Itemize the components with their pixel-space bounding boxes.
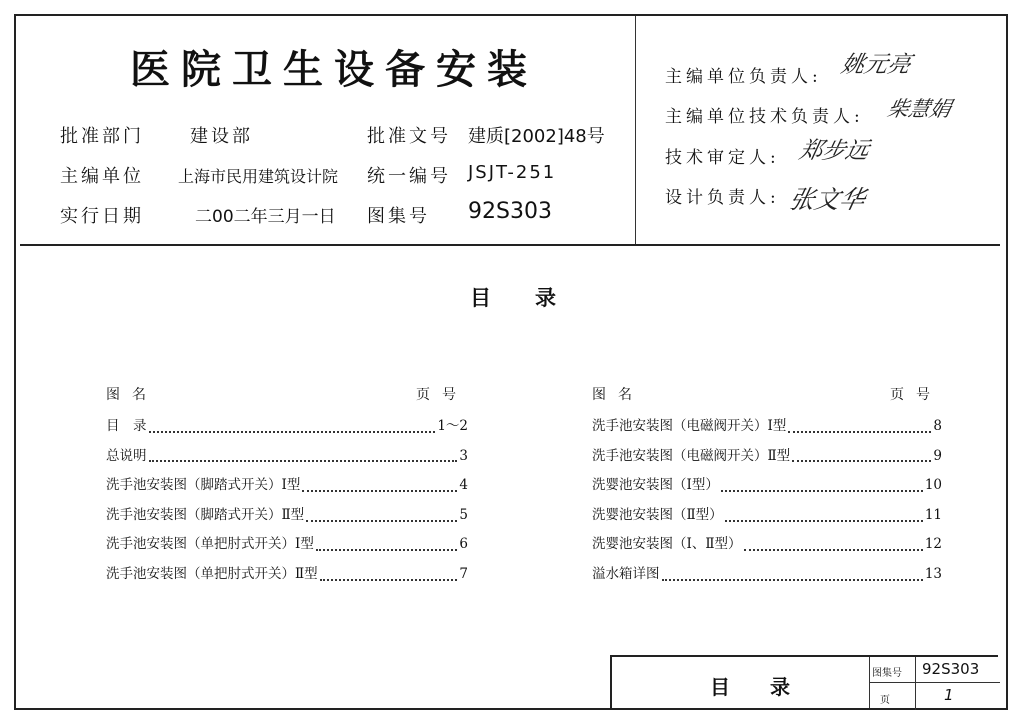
toc-entry-name: 洗手池安装图（单把肘式开关）Ⅰ型 bbox=[106, 536, 314, 553]
leader-dots bbox=[662, 579, 923, 581]
meta-value: 建设部 bbox=[190, 126, 253, 147]
toc-title bbox=[470, 282, 556, 312]
leader-dots bbox=[320, 579, 458, 581]
header-page: 页号 bbox=[416, 387, 468, 403]
header-divider-vertical bbox=[635, 16, 636, 246]
meta-label-2: 批准文号 bbox=[367, 126, 451, 147]
meta-row-date bbox=[60, 199, 620, 232]
meta-label-2: 图集号 bbox=[367, 206, 430, 227]
toc-entry-page: 3 bbox=[459, 447, 468, 464]
title-block bbox=[610, 655, 998, 708]
toc-entry[interactable] bbox=[592, 562, 942, 592]
signature: 柴慧娟 bbox=[885, 97, 954, 121]
toc-entry-page: 4 bbox=[459, 477, 468, 494]
toc-entry-page: 9 bbox=[933, 447, 942, 464]
leader-dots bbox=[306, 520, 457, 522]
meta-value-2: JSJT-251 bbox=[468, 162, 557, 183]
title-block-main bbox=[612, 657, 870, 708]
toc-entry[interactable] bbox=[106, 444, 468, 474]
leader-dots bbox=[721, 490, 923, 492]
toc-entry-page: 8 bbox=[933, 418, 942, 434]
toc-column-header bbox=[592, 384, 942, 406]
atlas-number-label: 图集号 bbox=[870, 657, 916, 683]
toc-entry-page: 6 bbox=[459, 536, 468, 553]
toc-title-char: 目 bbox=[470, 286, 491, 310]
responsible-label: 主编单位技术负责人: bbox=[665, 107, 864, 127]
toc-entry-name: 洗手池安装图（单把肘式开关）Ⅱ型 bbox=[106, 565, 318, 582]
responsible-label: 技术审定人: bbox=[665, 148, 780, 168]
toc-title-char: 录 bbox=[535, 286, 556, 310]
toc-column-header bbox=[106, 384, 468, 406]
leader-dots bbox=[725, 520, 923, 522]
title-block-label-char: 录 bbox=[770, 675, 790, 699]
responsible-label: 设计负责人: bbox=[665, 188, 780, 208]
leader-dots bbox=[788, 431, 931, 433]
leader-dots bbox=[744, 549, 923, 551]
toc-entry-page: 1～2 bbox=[437, 418, 468, 434]
toc-column-left bbox=[106, 384, 468, 592]
meta-label: 批准部门 bbox=[60, 126, 144, 147]
meta-label: 实行日期 bbox=[60, 206, 144, 227]
leader-dots bbox=[316, 549, 458, 551]
toc-entry[interactable] bbox=[592, 532, 942, 562]
title-block-label bbox=[710, 671, 790, 700]
leader-dots bbox=[792, 460, 931, 462]
meta-label: 主编单位 bbox=[60, 166, 144, 187]
toc-entry-name: 溢水箱详图 bbox=[592, 565, 660, 582]
toc-entry[interactable] bbox=[592, 473, 942, 503]
signature: 张文华 bbox=[786, 185, 868, 214]
page-label: 页 bbox=[870, 683, 916, 710]
toc-entry-name: 总说明 bbox=[106, 447, 147, 464]
leader-dots bbox=[149, 460, 458, 462]
toc-entry-page: 5 bbox=[459, 506, 468, 523]
toc-entry[interactable] bbox=[106, 473, 468, 503]
toc-entry-name: 洗婴池安装图（Ⅱ型） bbox=[592, 506, 723, 523]
toc-entry[interactable] bbox=[106, 562, 468, 592]
toc-column-right bbox=[592, 384, 942, 592]
toc-entry-page: 13 bbox=[924, 565, 942, 582]
toc-entry-page: 7 bbox=[459, 565, 468, 582]
toc-entry-page: 10 bbox=[924, 477, 942, 494]
toc-entry[interactable] bbox=[592, 444, 942, 474]
toc-entry-name: 洗婴池安装图（Ⅰ、Ⅱ型） bbox=[592, 536, 742, 553]
toc-entry-name: 洗手池安装图（脚踏式开关）Ⅱ型 bbox=[106, 506, 305, 523]
page-number-value: 1 bbox=[944, 686, 954, 704]
signature: 姚元亮 bbox=[838, 52, 914, 78]
header-divider-horizontal bbox=[20, 244, 1000, 246]
toc-entry-page: 11 bbox=[924, 506, 942, 523]
toc-entry-name: 洗手池安装图（电磁阀开关）Ⅱ型 bbox=[592, 447, 791, 464]
meta-value: 二00二年三月一日 bbox=[195, 207, 336, 227]
toc-entry[interactable] bbox=[106, 532, 468, 562]
toc-entry-name: 目 录 bbox=[106, 418, 147, 434]
atlas-number-value: 92S303 bbox=[916, 657, 1000, 683]
toc-entry[interactable] bbox=[592, 414, 942, 444]
meta-value-2: 92S303 bbox=[468, 199, 552, 224]
toc-entry-page: 12 bbox=[924, 536, 942, 553]
responsible-label: 主编单位负责人: bbox=[665, 67, 822, 87]
meta-row-editor bbox=[60, 162, 620, 192]
header-name: 图名 bbox=[592, 387, 644, 403]
leader-dots bbox=[149, 431, 436, 433]
toc-entry-name: 洗婴池安装图（Ⅰ型） bbox=[592, 477, 719, 494]
signature: 郑步远 bbox=[796, 138, 872, 164]
header-name: 图名 bbox=[106, 387, 158, 403]
leader-dots bbox=[302, 490, 457, 492]
toc-entry[interactable] bbox=[106, 503, 468, 533]
toc-entry[interactable] bbox=[106, 414, 468, 444]
document-title: 医院卫生设备安装 bbox=[130, 46, 538, 93]
header-page: 页号 bbox=[890, 387, 942, 403]
toc-entry-name: 洗手池安装图（脚踏式开关）Ⅰ型 bbox=[106, 477, 301, 494]
meta-value-2: 建质[2002]48号 bbox=[468, 126, 605, 147]
toc-entry[interactable] bbox=[592, 503, 942, 533]
title-block-label-char: 目 bbox=[710, 675, 730, 699]
meta-row-approval bbox=[60, 122, 620, 152]
meta-label-2: 统一编号 bbox=[367, 166, 451, 187]
meta-value: 上海市民用建筑设计院 bbox=[178, 167, 339, 186]
toc-entry-name: 洗手池安装图（电磁阀开关）Ⅰ型 bbox=[592, 418, 787, 434]
